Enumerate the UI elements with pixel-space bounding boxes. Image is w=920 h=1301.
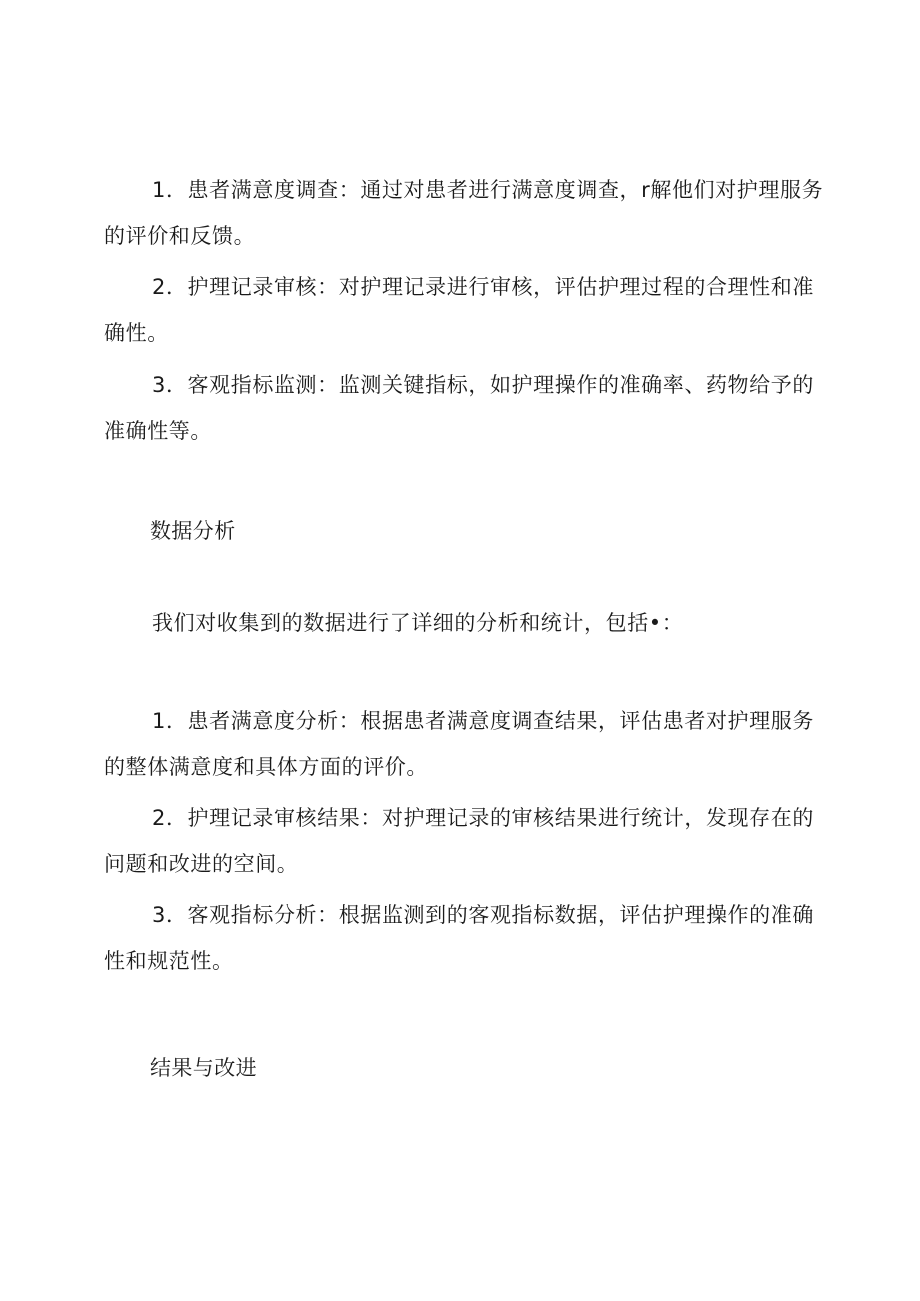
list-item: 3．客观指标监测：监测关键指标，如护理操作的准确率、药物给予的准确性等。 bbox=[104, 373, 814, 443]
list-item: 2．护理记录审核结果：对护理记录的审核结果进行统计，发现存在的问题和改进的空间。 bbox=[104, 806, 814, 876]
section-heading-results: 结果与改进 bbox=[150, 1056, 257, 1080]
section-heading-data-analysis: 数据分析 bbox=[150, 519, 236, 543]
intro-paragraph: 我们对收集到的数据进行了详细的分析和统计，包括•： bbox=[152, 611, 684, 635]
list-item: 1．患者满意度分析：根据患者满意度调查结果，评估患者对护理服务的整体满意度和具体方面的评价。 bbox=[104, 709, 814, 779]
list-item: 1．患者满意度调查：通过对患者进行满意度调查，r解他们对护理服务的评价和反馈。 bbox=[104, 178, 824, 248]
list-item: 3．客观指标分析：根据监测到的客观指标数据，评估护理操作的准确性和规范性。 bbox=[104, 903, 814, 973]
list-item: 2．护理记录审核：对护理记录进行审核，评估护理过程的合理性和准确性。 bbox=[104, 275, 814, 345]
